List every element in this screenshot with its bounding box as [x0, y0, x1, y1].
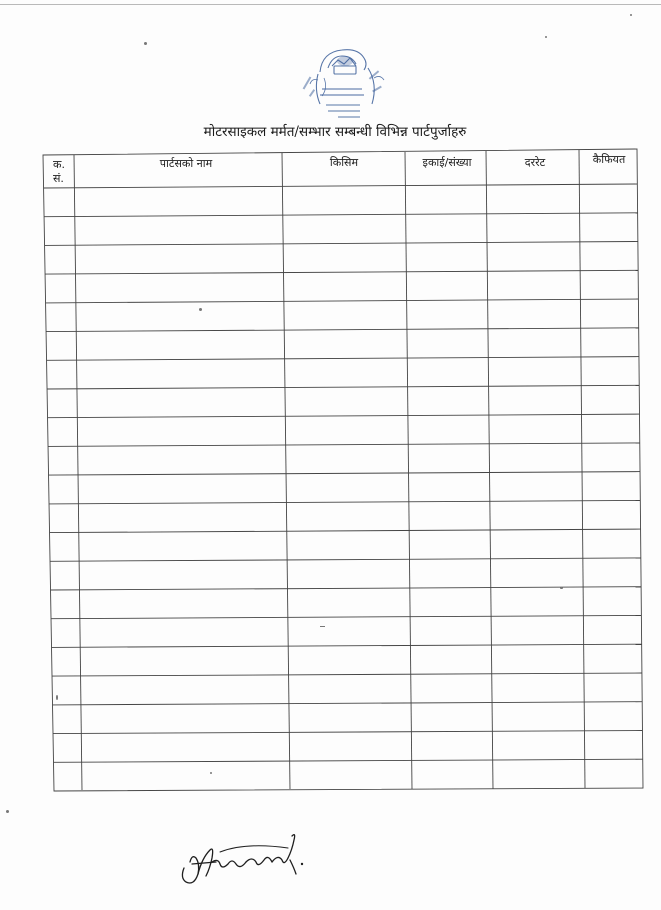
column-divider — [579, 150, 585, 788]
header-serial-number — [53, 158, 73, 186]
scan-speck — [56, 695, 58, 700]
column-divider — [282, 153, 290, 789]
table-row-divider — [53, 731, 643, 734]
table-row-divider — [54, 759, 643, 762]
scan-speck — [545, 36, 547, 38]
document-title: मोटरसाइकल मर्मत/सम्भार सम्बन्धी विभिन्न पार्टपुर्जाहरु — [203, 124, 467, 140]
table-row-divider — [46, 328, 639, 332]
table-row-divider — [44, 213, 638, 217]
table-row-divider — [48, 443, 640, 447]
table-row-divider — [47, 357, 639, 361]
scan-speck — [320, 626, 325, 627]
table-row-divider — [48, 414, 640, 418]
table-row-divider — [46, 299, 639, 303]
table-outer-border — [43, 149, 643, 791]
table-row-divider — [49, 500, 640, 504]
scan-speck — [199, 308, 202, 311]
table-row-divider — [53, 702, 643, 705]
header-serial-number-line1: क. — [53, 158, 65, 171]
table-row-divider — [51, 615, 641, 618]
table-row-divider — [50, 558, 641, 561]
column-divider — [405, 152, 412, 789]
scan-speck — [560, 587, 563, 589]
scan-speck — [630, 14, 632, 16]
column-divider — [74, 155, 82, 790]
table-row-divider — [49, 472, 641, 476]
scan-speck — [144, 42, 147, 45]
header-rate: दररेट — [524, 156, 546, 169]
scan-speck — [210, 772, 212, 774]
column-divider — [486, 151, 493, 789]
table-row-divider — [45, 242, 638, 246]
table-row-divider — [52, 644, 642, 647]
table-row-divider — [45, 270, 638, 274]
header-parts-name: पार्टसको नाम — [159, 157, 213, 170]
header-serial-number-line2: सं. — [53, 172, 64, 185]
header-type: किसिम — [329, 156, 359, 169]
header-row-divider — [44, 184, 638, 188]
header-remarks: कैफियत — [592, 153, 626, 166]
table-row-divider — [51, 587, 642, 590]
scan-speck — [6, 810, 9, 813]
handwritten-signature — [176, 828, 316, 892]
table-row-divider — [50, 529, 641, 533]
table-row-divider — [52, 673, 642, 676]
header-unit-quantity: इकाई/संख्या — [422, 156, 472, 169]
table-row-divider — [47, 385, 639, 389]
